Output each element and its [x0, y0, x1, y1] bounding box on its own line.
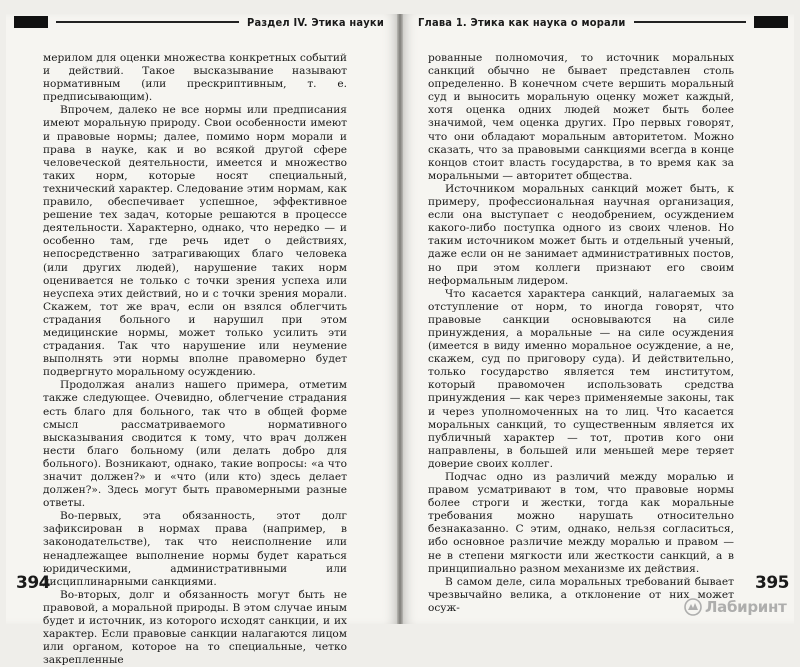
- watermark: [684, 598, 786, 616]
- right-header-title: Глава 1. Этика как наука о морали: [418, 15, 626, 29]
- header-block-right: [754, 16, 788, 28]
- right-running-header: [418, 14, 788, 30]
- paragraph: рованные полномочия, то источник моральных санкций обычно не бывает представлен столь определенно. В конечном счете вершить моральный суд и выносить моральную оценку может каждый, хотя оценка одних людей может быть более значимой, чем оценка других. Про первых говорят, что они обладают моральным авторитетом. Можно сказать, что за правовыми санкциями всегда в конце концов стоит власть государства, в то время как за моральными — авторитет общества.: [428, 52, 734, 182]
- header-rule-right: [634, 21, 746, 23]
- paragraph: Источником моральных санкций может быть, к примеру, профессиональная научная организация, если она выступает с неодобрением, осуждением какого-либо поступка одного из своих членов. Но таким источником может быть и отдельный ученый, даже если он не занимает административных постов, но при этом коллеги признают его своим неформальным лидером.: [428, 182, 734, 287]
- paragraph: Подчас одно из различий между моралью и правом усматривают в том, что правовые нормы более строги и жестки, тогда как моральные требования можно нарушать относительно безнаказанно. С этим, однако, нельзя согласиться, ибо основное различие между моралью и правом — не в степени мягкости или жесткости санкций, а в принципиально разном механизме их действия.: [428, 471, 734, 575]
- book-gutter: [397, 14, 403, 624]
- left-text-column: [43, 52, 347, 667]
- right-page-number: 395: [755, 573, 789, 593]
- paragraph: Во-первых, эта обязанность, этот долг зафиксирован в нормах права (например, в законодательстве), так что неисполнение или ненадлежащее выполнение нормы будет караться юридическими, административными или дисциплинарными санкциями.: [43, 510, 347, 588]
- header-rule-left: [56, 21, 239, 23]
- paragraph: В самом деле, сила моральных требований бывает чрезвычайно велика, а отклонение от них может осуж-: [428, 575, 734, 614]
- watermark-text: Лабиринт: [705, 598, 787, 616]
- left-running-header: [14, 14, 384, 30]
- header-block-left: [14, 16, 48, 28]
- labyrinth-logo-icon: [684, 598, 702, 616]
- right-text-column: [428, 52, 734, 615]
- paragraph: Что касается характера санкций, налагаемых за отступление от норм, то иногда говорят, что правовые санкции основываются на силе принуждения, а моральные — на силе осуждения (имеется в виду именно моральное осуждение, а не, скажем, суд по приговору суда). И действительно, только государство является тем институтом, который правомочен использовать средства принуждения — как через применяемые законы, так и через уполномоченных на то лиц. Что касается моральных санкций, то существенным является их публичный характер — тот, против кого они направлены, в большей или меньшей мере теряет доверие своих коллег.: [428, 287, 734, 470]
- paragraph: Впрочем, далеко не все нормы или предписания имеют моральную природу. Свои особенности имеют и правовые нормы; далее, помимо норм морали и права в науке, как и во всякой другой сфере человеческой деятельности, имеется и множество таких норм, которые носят специальный, технический характер. Следование этим нормам, как правило, обеспечивает успешное, эффективное решение тех задач, которые решаются в процессе деятельности. Характерно, однако, что нередко — и особенно там, где речь идет о действиях, непосредственно затрагивающих благо человека (или других людей), нарушение таких норм оценивается не только с точки зрения успеха или неуспеха этих действий, но и с точки зрения морали. Скажем, тот же врач, если он взялся облегчить страдания больного и нарушил при этом медицинские нормы, может только усилить эти страдания. Так что нарушение или неумение выполнять эти нормы вполне правомерно будет подвергнуто моральному осуждению.: [43, 104, 347, 379]
- left-page-number: 394: [16, 573, 50, 593]
- paragraph: Продолжая анализ нашего примера, отметим также следующее. Очевидно, облегчение страдания есть благо для больного, так что в общей форме смысл рассматриваемого нормативного высказывания сводится к тому, что врач должен нести благо больному (или делать добро для больного). Возникают, однако, такие вопросы: «а что значит должен?» и «что (или кто) здесь делает должен?». Здесь могут быть правомерными разные ответы.: [43, 379, 347, 510]
- left-header-title: Раздел IV. Этика науки: [247, 15, 384, 29]
- paragraph: мерилом для оценки множества конкретных событий и действий. Такое высказывание называют нормативным (или прескриптивным, т. е. предписывающим).: [43, 52, 347, 104]
- paragraph: Во-вторых, долг и обязанность могут быть не правовой, а моральной природы. В этом случае иным будет и источник, из которого исходят санкции, и их характер. Если правовые санкции налагаются лицом или органом, которое на то специальные, четко закрепленные: [43, 588, 347, 667]
